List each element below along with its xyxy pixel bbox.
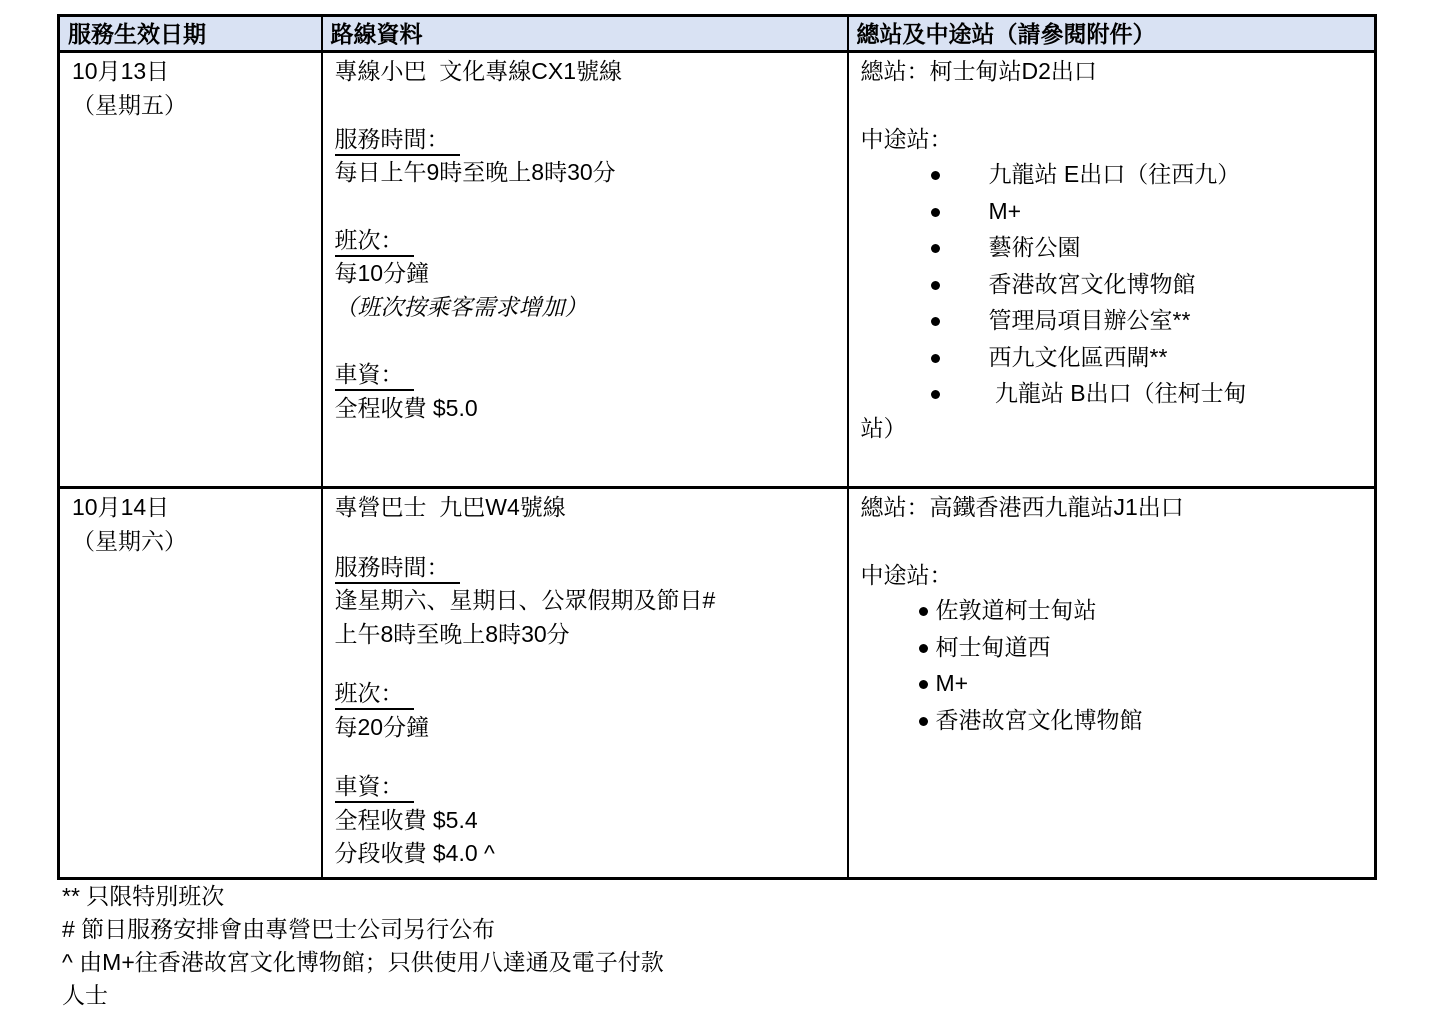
service-schedule-table <box>57 14 1377 880</box>
text-line <box>335 651 837 677</box>
text-line: 專線小巴 文化專線CX1號線 <box>334 58 623 84</box>
underlined-label: 車資： <box>335 360 414 391</box>
text-line <box>861 525 1365 559</box>
underlined-label: 班次： <box>335 226 414 257</box>
text-line: 上午8時至晚上8時30分 <box>334 620 570 647</box>
bullet-icon <box>919 607 928 616</box>
text-line <box>861 89 1365 123</box>
footnote-holiday-service: # 節日服務安排會由專營巴士公司另行公布 <box>62 916 496 942</box>
text-line: 分段收費 $4.0 ^ <box>334 840 495 866</box>
footnote-special-trips: ** 只限特別班次 <box>62 883 225 909</box>
text-line <box>861 375 1365 412</box>
text-line: 每10分鐘 <box>334 260 430 286</box>
text-line <box>335 190 837 224</box>
text-line <box>335 677 837 711</box>
text-line <box>335 770 837 804</box>
cell-stops <box>848 488 1376 879</box>
cell-route-info <box>322 52 848 488</box>
date-line: 10月13日 <box>72 58 170 84</box>
underlined-label: 車資： <box>335 772 414 803</box>
footnote-section-fare: ^ 由M+往香港故宮文化博物館；只供使用八達通及電子付款 <box>62 949 664 975</box>
text-line <box>861 702 1365 739</box>
stop-name: 九龍站 B出口（往柯士甸 <box>988 380 1247 406</box>
bullet-icon <box>931 281 940 290</box>
bullet-icon <box>931 317 940 326</box>
cell-effective-date <box>59 52 322 488</box>
table-row <box>59 52 1376 488</box>
bullet-icon <box>931 171 940 180</box>
bullet-icon <box>931 244 940 253</box>
text-line: 中途站： <box>860 561 953 588</box>
underlined-label: 服務時間： <box>335 553 460 584</box>
bullet-icon <box>919 644 928 653</box>
text-line <box>861 665 1365 702</box>
bullet-icon <box>931 208 940 217</box>
footnotes <box>62 880 664 1012</box>
date-line: （星期五） <box>72 91 187 118</box>
text-line <box>335 123 837 157</box>
cell-route-info <box>322 488 848 879</box>
text-line <box>861 339 1365 376</box>
table-row <box>59 488 1376 879</box>
stop-name: 藝術公園 <box>988 234 1081 260</box>
text-line <box>861 193 1365 230</box>
text-line: （班次按乘客需求增加） <box>334 293 588 320</box>
text-line <box>861 229 1365 266</box>
text-line <box>335 224 837 258</box>
bullet-icon <box>931 390 940 399</box>
underlined-label: 服務時間： <box>335 125 460 156</box>
stop-name: M+ <box>935 670 969 696</box>
stop-name: 香港故宮文化博物館 <box>988 270 1196 297</box>
text-line: 專營巴士 九巴W4號線 <box>334 494 566 520</box>
bullet-icon <box>919 717 928 726</box>
text-line <box>861 156 1365 193</box>
column-header-effective-date: 服務生效日期 <box>59 16 322 52</box>
text-line <box>335 525 837 551</box>
text-line <box>335 358 837 392</box>
date-line: 10月14日 <box>72 494 170 520</box>
text-line <box>861 266 1365 303</box>
cell-effective-date <box>59 488 322 879</box>
text-line: 每20分鐘 <box>334 713 430 740</box>
text-line <box>335 551 837 585</box>
stop-name: 香港故宮文化博物館 <box>935 706 1143 733</box>
stop-name: 西九文化區西閘** <box>988 343 1168 370</box>
stop-name: 佐敦道柯士甸站 <box>935 597 1097 623</box>
text-line <box>335 324 837 358</box>
header-row <box>59 16 1376 52</box>
cell-stops <box>848 52 1376 488</box>
text-line <box>861 592 1365 629</box>
date-line: （星期六） <box>72 527 187 554</box>
column-header-route-info: 路線資料 <box>322 16 848 52</box>
text-line: 站） <box>860 414 907 441</box>
text-line <box>861 629 1365 666</box>
underlined-label: 班次： <box>335 679 414 710</box>
bullet-icon <box>931 354 940 363</box>
stop-name: 九龍站 E出口（往西九） <box>988 161 1241 187</box>
stop-name: 柯士甸道西 <box>935 633 1051 660</box>
text-line <box>861 302 1365 339</box>
column-header-stops: 總站及中途站（請參閱附件） <box>848 16 1376 52</box>
stop-name: 管理局項目辦公室** <box>988 307 1191 333</box>
text-line: 中途站： <box>860 125 953 152</box>
text-line <box>335 744 837 770</box>
bus-service-document <box>57 14 1377 1008</box>
text-line: 總站：柯士甸站D2出口 <box>860 58 1097 84</box>
text-line <box>335 89 837 123</box>
text-line: 總站：高鐵香港西九龍站J1出口 <box>860 494 1184 520</box>
bullet-icon <box>919 680 928 689</box>
text-line: 逢星期六、星期日、公眾假期及節日# <box>334 587 716 613</box>
text-line: 全程收費 $5.0 <box>334 394 478 421</box>
text-line: 每日上午9時至晚上8時30分 <box>334 159 616 185</box>
footnote-section-fare-cont: 人士 <box>62 982 108 1008</box>
stop-name: M+ <box>988 197 1022 224</box>
text-line: 全程收費 $5.4 <box>334 806 478 833</box>
